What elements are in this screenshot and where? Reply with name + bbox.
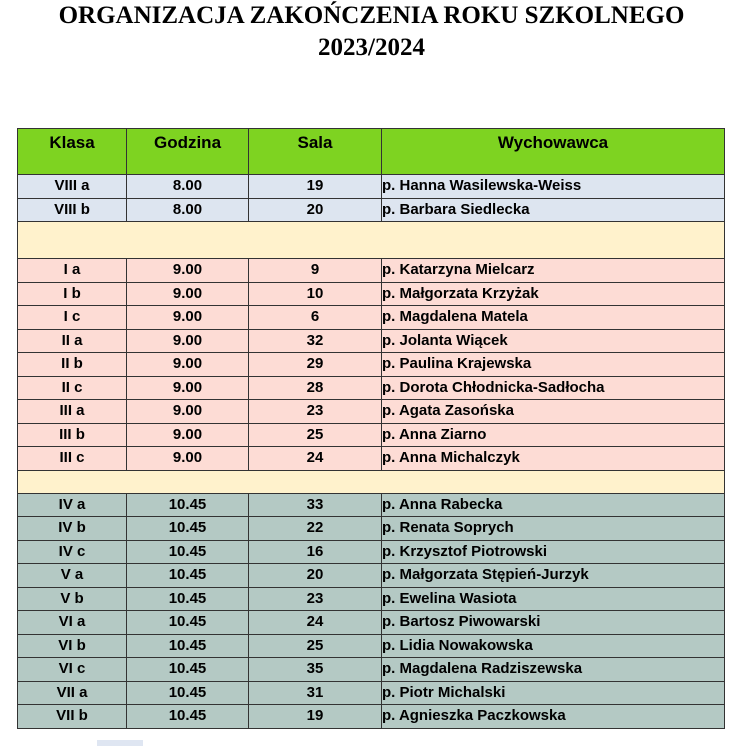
cell-sala: 20 <box>249 564 382 588</box>
cell-godzina: 10.45 <box>127 540 249 564</box>
cell-godzina: 9.00 <box>127 447 249 471</box>
separator-cell <box>18 470 725 493</box>
cell-sala: 24 <box>249 447 382 471</box>
group-separator <box>18 470 725 493</box>
cell-klasa: I c <box>18 306 127 330</box>
cell-sala: 19 <box>249 705 382 729</box>
cell-wychowawca: p. Krzysztof Piotrowski <box>382 540 725 564</box>
cell-sala: 10 <box>249 282 382 306</box>
cell-klasa: II b <box>18 353 127 377</box>
cell-klasa: III c <box>18 447 127 471</box>
cell-wychowawca: p. Renata Soprych <box>382 517 725 541</box>
cell-klasa: I b <box>18 282 127 306</box>
header-klasa: Klasa <box>18 129 127 175</box>
table-row <box>18 681 725 705</box>
cell-klasa: VIII b <box>18 198 127 222</box>
table-row <box>18 564 725 588</box>
cell-sala: 31 <box>249 681 382 705</box>
cell-godzina: 10.45 <box>127 705 249 729</box>
cell-sala: 6 <box>249 306 382 330</box>
cell-klasa: VII a <box>18 681 127 705</box>
cell-wychowawca: p. Ewelina Wasiota <box>382 587 725 611</box>
table-row <box>18 282 725 306</box>
cell-sala: 35 <box>249 658 382 682</box>
selection-fragment <box>97 740 143 746</box>
schedule-table <box>17 128 725 729</box>
table-row <box>18 540 725 564</box>
cell-wychowawca: p. Dorota Chłodnicka-Sadłocha <box>382 376 725 400</box>
cell-godzina: 10.45 <box>127 587 249 611</box>
cell-godzina: 9.00 <box>127 306 249 330</box>
table-row <box>18 447 725 471</box>
separator-cell <box>18 222 725 259</box>
table-row <box>18 634 725 658</box>
table-row <box>18 175 725 199</box>
cell-klasa: II a <box>18 329 127 353</box>
cell-sala: 24 <box>249 611 382 635</box>
cell-godzina: 10.45 <box>127 658 249 682</box>
cell-godzina: 9.00 <box>127 282 249 306</box>
cell-wychowawca: p. Anna Ziarno <box>382 423 725 447</box>
cell-sala: 23 <box>249 587 382 611</box>
cell-wychowawca: p. Piotr Michalski <box>382 681 725 705</box>
cell-sala: 16 <box>249 540 382 564</box>
cell-klasa: VI b <box>18 634 127 658</box>
header-wychowawca: Wychowawca <box>382 129 725 175</box>
cell-klasa: V a <box>18 564 127 588</box>
table-row <box>18 198 725 222</box>
cell-wychowawca: p. Małgorzata Krzyżak <box>382 282 725 306</box>
page-title <box>0 0 743 64</box>
cell-wychowawca: p. Magdalena Radziszewska <box>382 658 725 682</box>
table-row <box>18 400 725 424</box>
cell-wychowawca: p. Magdalena Matela <box>382 306 725 330</box>
cell-sala: 25 <box>249 634 382 658</box>
cell-wychowawca: p. Agata Zasońska <box>382 400 725 424</box>
cell-klasa: IV a <box>18 493 127 517</box>
cell-wychowawca: p. Barbara Siedlecka <box>382 198 725 222</box>
cell-godzina: 10.45 <box>127 634 249 658</box>
cell-klasa: IV c <box>18 540 127 564</box>
table-row <box>18 259 725 283</box>
cell-klasa: III b <box>18 423 127 447</box>
cell-klasa: VI a <box>18 611 127 635</box>
cell-godzina: 9.00 <box>127 259 249 283</box>
header-sala: Sala <box>249 129 382 175</box>
cell-sala: 25 <box>249 423 382 447</box>
table-row <box>18 611 725 635</box>
cell-wychowawca: p. Jolanta Wiącek <box>382 329 725 353</box>
cell-godzina: 10.45 <box>127 493 249 517</box>
cell-sala: 20 <box>249 198 382 222</box>
cell-godzina: 8.00 <box>127 198 249 222</box>
cell-godzina: 9.00 <box>127 400 249 424</box>
cell-sala: 22 <box>249 517 382 541</box>
cell-godzina: 10.45 <box>127 681 249 705</box>
table-row <box>18 587 725 611</box>
title-line-2: 2023/2024 <box>318 34 425 61</box>
table-row <box>18 517 725 541</box>
table-header-row <box>18 129 725 175</box>
header-godzina: Godzina <box>127 129 249 175</box>
cell-wychowawca: p. Anna Rabecka <box>382 493 725 517</box>
cell-sala: 19 <box>249 175 382 199</box>
cell-klasa: VIII a <box>18 175 127 199</box>
table-row <box>18 306 725 330</box>
cell-wychowawca: p. Bartosz Piwowarski <box>382 611 725 635</box>
cell-godzina: 10.45 <box>127 517 249 541</box>
table-row <box>18 493 725 517</box>
group-separator <box>18 222 725 259</box>
table-row <box>18 423 725 447</box>
cell-sala: 28 <box>249 376 382 400</box>
cell-wychowawca: p. Paulina Krajewska <box>382 353 725 377</box>
cell-sala: 32 <box>249 329 382 353</box>
cell-wychowawca: p. Małgorzata Stępień-Jurzyk <box>382 564 725 588</box>
table-row <box>18 329 725 353</box>
cell-sala: 33 <box>249 493 382 517</box>
cell-wychowawca: p. Agnieszka Paczkowska <box>382 705 725 729</box>
cell-godzina: 8.00 <box>127 175 249 199</box>
cell-godzina: 9.00 <box>127 329 249 353</box>
cell-wychowawca: p. Anna Michalczyk <box>382 447 725 471</box>
cell-godzina: 9.00 <box>127 353 249 377</box>
cell-klasa: III a <box>18 400 127 424</box>
cell-wychowawca: p. Hanna Wasilewska-Weiss <box>382 175 725 199</box>
cell-godzina: 10.45 <box>127 611 249 635</box>
cell-klasa: II c <box>18 376 127 400</box>
cell-klasa: V b <box>18 587 127 611</box>
table-row <box>18 376 725 400</box>
title-line-1: ORGANIZACJA ZAKOŃCZENIA ROKU SZKOLNEGO <box>58 2 685 29</box>
cell-sala: 9 <box>249 259 382 283</box>
table-row <box>18 705 725 729</box>
cell-godzina: 9.00 <box>127 423 249 447</box>
table-row <box>18 353 725 377</box>
cell-sala: 29 <box>249 353 382 377</box>
cell-godzina: 10.45 <box>127 564 249 588</box>
cell-klasa: VII b <box>18 705 127 729</box>
cell-klasa: VI c <box>18 658 127 682</box>
cell-klasa: I a <box>18 259 127 283</box>
cell-klasa: IV b <box>18 517 127 541</box>
cell-wychowawca: p. Lidia Nowakowska <box>382 634 725 658</box>
cell-wychowawca: p. Katarzyna Mielcarz <box>382 259 725 283</box>
table-row <box>18 658 725 682</box>
cell-sala: 23 <box>249 400 382 424</box>
cell-godzina: 9.00 <box>127 376 249 400</box>
